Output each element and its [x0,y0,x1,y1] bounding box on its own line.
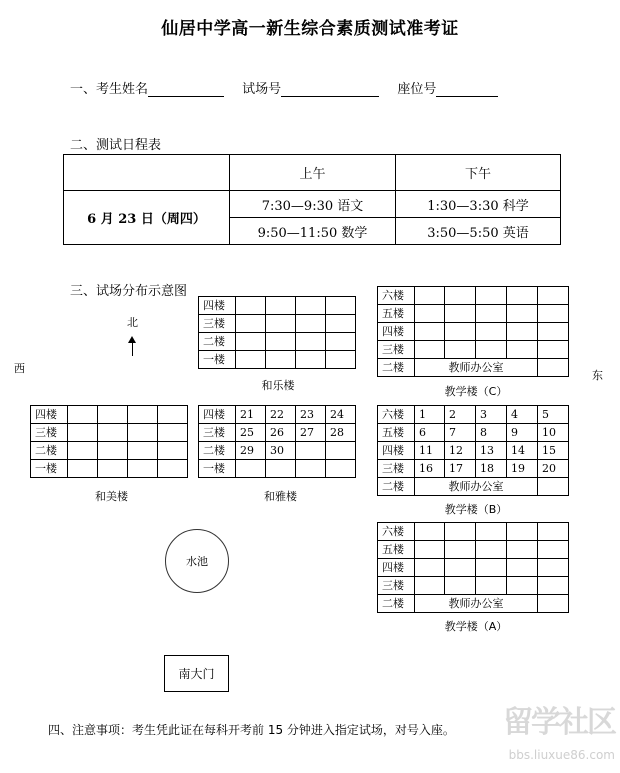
room-cell [538,478,569,496]
floor-label: 五楼 [378,305,415,323]
floor-row-office [378,359,569,377]
room-cell [236,460,266,478]
floor-row [378,577,569,595]
room-cell [128,460,158,478]
floor-row [199,351,356,369]
room-cell [266,460,296,478]
room-cell [445,287,476,305]
room-cell [538,341,569,359]
room-cell [158,460,188,478]
schedule-heading: 二、测试日程表 [70,138,162,153]
watermark-logo: 留学社区 [503,705,615,740]
room-cell [538,523,569,541]
room-cell: 24 [326,406,356,424]
room-cell [98,424,128,442]
room-cell [236,315,266,333]
north-arrow-shaft [132,341,133,356]
room-cell [415,541,445,559]
room-cell [266,351,296,369]
floor-label: 四楼 [31,406,68,424]
room-cell: 3 [476,406,507,424]
room-cell [68,424,98,442]
room-cell: 16 [415,460,445,478]
room-cell [476,341,507,359]
room-cell [98,442,128,460]
room-cell: 8 [476,424,507,442]
name-label: 一、考生姓名 [70,82,149,97]
floor-row [378,305,569,323]
north-label: 北 [127,316,138,329]
room-cell [415,323,445,341]
floor-row [31,460,188,478]
room-cell: 10 [538,424,569,442]
room-cell [445,559,476,577]
room-cell [158,442,188,460]
room-cell [236,351,266,369]
floor-row [378,541,569,559]
candidate-info-line [70,78,498,97]
floor-row [378,424,569,442]
floor-label: 五楼 [378,541,415,559]
morning-session: 7:30—9:30 语文 [230,191,396,218]
room-cell [507,541,538,559]
room-cell: 14 [507,442,538,460]
room-cell [98,460,128,478]
room-cell: 17 [445,460,476,478]
schedule-date: 6 月 23 日（周四） [64,191,230,245]
floor-row [378,406,569,424]
room-cell [415,341,445,359]
building-hele-name: 和乐楼 [261,379,295,392]
room-cell: 30 [266,442,296,460]
floor-label: 一楼 [31,460,68,478]
room-cell [296,460,326,478]
floor-row [31,442,188,460]
building-teach-b-name: 教学楼（B） [444,503,508,516]
room-cell [158,406,188,424]
building-heya [198,405,356,478]
room-cell: 22 [266,406,296,424]
room-cell [128,406,158,424]
room-cell: 7 [445,424,476,442]
room-cell [128,424,158,442]
room-cell: 29 [236,442,266,460]
room-cell [415,523,445,541]
floor-row [378,341,569,359]
building-hemei [30,405,188,478]
floor-row [199,424,356,442]
floor-label: 二楼 [199,442,236,460]
room-label: 试场号 [242,82,282,97]
floor-label: 三楼 [378,341,415,359]
building-teach-c-name: 教学楼（C） [444,385,508,398]
floor-label: 三楼 [378,577,415,595]
room-cell [445,323,476,341]
room-cell [538,595,569,613]
south-gate-label: 南大门 [178,667,215,681]
room-cell [326,351,356,369]
floor-label: 四楼 [378,442,415,460]
floor-row [199,297,356,315]
teacher-office: 教师办公室 [415,359,538,377]
floor-label: 四楼 [199,406,236,424]
room-cell [507,341,538,359]
floor-row [378,442,569,460]
room-cell [538,323,569,341]
room-cell: 1 [415,406,445,424]
room-cell [476,559,507,577]
room-cell [445,523,476,541]
building-teach-b [377,405,569,496]
room-cell: 11 [415,442,445,460]
room-cell [507,323,538,341]
room-cell [98,406,128,424]
room-cell: 19 [507,460,538,478]
room-cell: 26 [266,424,296,442]
room-cell: 25 [236,424,266,442]
room-field[interactable] [281,82,379,97]
floor-row [199,406,356,424]
room-cell: 15 [538,442,569,460]
room-cell [326,460,356,478]
floor-row [199,315,356,333]
floor-label: 五楼 [378,424,415,442]
room-cell [415,287,445,305]
room-cell [445,305,476,323]
floor-label: 二楼 [378,595,415,613]
pond [165,529,229,593]
room-cell: 28 [326,424,356,442]
room-cell [415,559,445,577]
room-cell [415,305,445,323]
floor-label: 三楼 [378,460,415,478]
room-cell: 5 [538,406,569,424]
watermark-url: bbs.liuxue86.com [508,748,615,762]
room-cell [507,305,538,323]
room-cell: 21 [236,406,266,424]
room-cell [476,541,507,559]
room-cell [445,541,476,559]
building-hemei-name: 和美楼 [95,490,128,503]
floor-row [378,523,569,541]
room-cell [538,287,569,305]
floor-row [378,559,569,577]
east-label: 东 [592,369,603,382]
floor-row [31,424,188,442]
room-cell [538,305,569,323]
room-cell [476,323,507,341]
room-cell [266,315,296,333]
floor-row [378,460,569,478]
building-teach-a-name: 教学楼（A） [444,620,508,633]
floor-row [378,287,569,305]
floor-label: 三楼 [31,424,68,442]
room-cell: 6 [415,424,445,442]
floor-label: 二楼 [378,478,415,496]
header-cell [64,155,230,191]
room-cell [326,442,356,460]
seat-field[interactable] [436,82,498,97]
floor-label: 三楼 [199,315,236,333]
room-cell [538,559,569,577]
floor-label: 二楼 [378,359,415,377]
room-cell [68,406,98,424]
room-cell [296,297,326,315]
floor-row [31,406,188,424]
room-cell [296,333,326,351]
name-field[interactable] [148,82,224,97]
room-cell [476,523,507,541]
room-cell [445,341,476,359]
schedule-header-row [64,155,561,191]
floor-label: 六楼 [378,287,415,305]
schedule-row [64,191,561,218]
floor-row [378,323,569,341]
room-cell: 18 [476,460,507,478]
floor-label: 三楼 [199,424,236,442]
room-cell [296,315,326,333]
room-cell: 20 [538,460,569,478]
floor-label: 四楼 [199,297,236,315]
room-cell [128,442,158,460]
room-cell [296,351,326,369]
room-cell [236,297,266,315]
floor-label: 一楼 [199,460,236,478]
room-cell [68,442,98,460]
floor-label: 二楼 [31,442,68,460]
floor-label: 二楼 [199,333,236,351]
floor-row-office [378,595,569,613]
room-cell [476,577,507,595]
floor-row [199,442,356,460]
room-cell: 27 [296,424,326,442]
page-title: 仙居中学高一新生综合素质测试准考证 [161,19,459,39]
room-cell [445,577,476,595]
room-cell: 12 [445,442,476,460]
room-cell: 9 [507,424,538,442]
room-cell: 23 [296,406,326,424]
floor-label: 六楼 [378,406,415,424]
building-teach-c [377,286,569,377]
room-cell [415,577,445,595]
room-cell [538,359,569,377]
teacher-office: 教师办公室 [415,478,538,496]
room-cell: 2 [445,406,476,424]
room-cell [326,333,356,351]
room-cell [236,333,266,351]
floor-row [199,460,356,478]
room-cell [266,333,296,351]
floor-label: 四楼 [378,559,415,577]
map-heading: 三、试场分布示意图 [70,284,188,299]
west-label: 西 [14,362,25,375]
seat-label: 座位号 [397,82,437,97]
room-cell [507,559,538,577]
room-cell [326,315,356,333]
pond-label: 水池 [186,555,208,568]
notice-text: 四、注意事项：考生凭此证在每科开考前 15 分钟进入指定试场，对号入座。 [48,723,455,737]
room-cell [507,287,538,305]
floor-label: 一楼 [199,351,236,369]
header-afternoon: 下午 [396,155,561,191]
floor-row [199,333,356,351]
room-cell [538,577,569,595]
floor-row-office [378,478,569,496]
room-cell [476,305,507,323]
room-cell [326,297,356,315]
room-cell [507,523,538,541]
room-cell [476,287,507,305]
building-teach-a [377,522,569,613]
teacher-office: 教师办公室 [415,595,538,613]
room-cell [158,424,188,442]
building-hele [198,296,356,369]
building-heya-name: 和雅楼 [264,490,297,503]
schedule-table [63,154,561,245]
floor-label: 四楼 [378,323,415,341]
header-morning: 上午 [230,155,396,191]
room-cell: 13 [476,442,507,460]
floor-label: 六楼 [378,523,415,541]
afternoon-session: 1:30—3:30 科学 [396,191,561,218]
room-cell: 4 [507,406,538,424]
room-cell [507,577,538,595]
south-gate [164,655,229,692]
room-cell [538,541,569,559]
room-cell [266,297,296,315]
afternoon-session: 3:50—5:50 英语 [396,218,561,245]
room-cell [68,460,98,478]
morning-session: 9:50—11:50 数学 [230,218,396,245]
room-cell [296,442,326,460]
